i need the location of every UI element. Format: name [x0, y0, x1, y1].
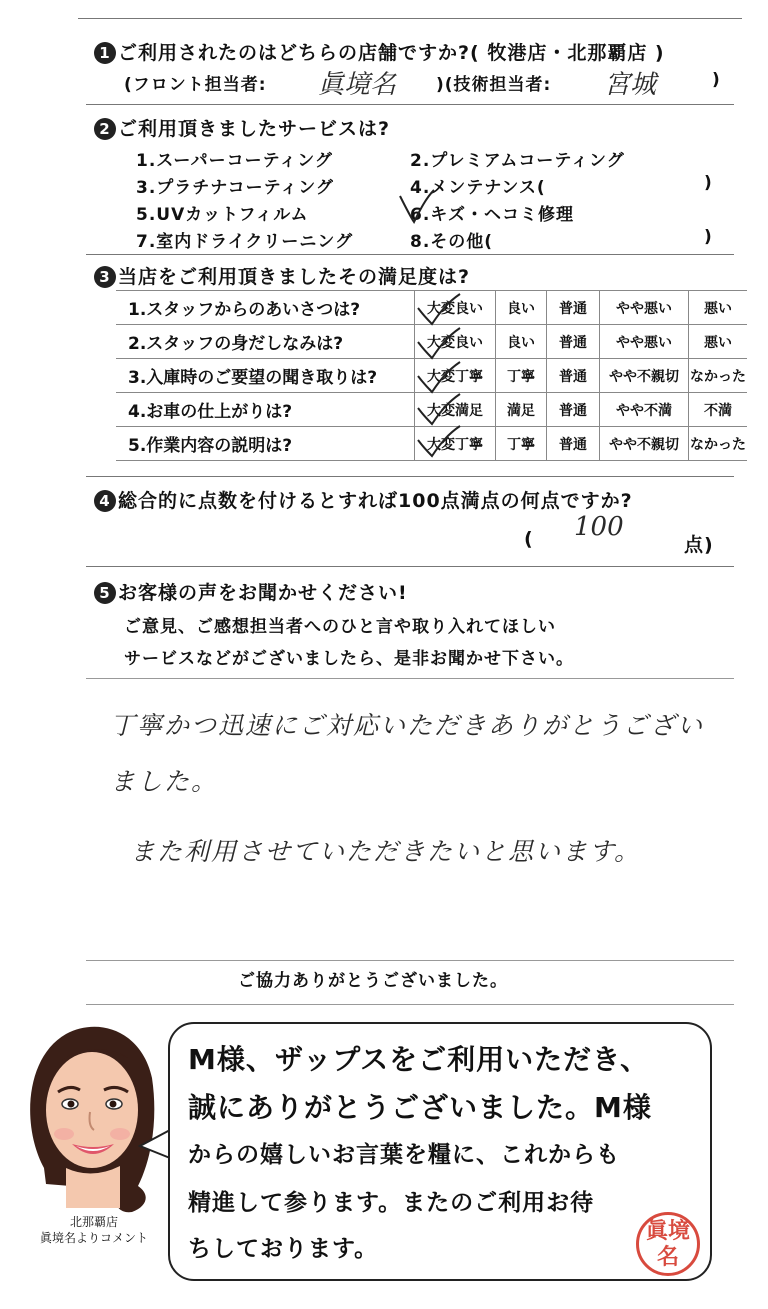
q1-title: ご利用されたのはどちらの店舗ですか?( 牧港店・北那覇店 ) — [118, 42, 665, 64]
q4-number-badge: 4 — [94, 490, 116, 512]
q3-heading — [94, 262, 470, 289]
name-seal-stamp: 眞境名 — [636, 1212, 700, 1276]
reply-line-3: からの嬉しいお言葉を糧に、これからも — [188, 1142, 620, 1168]
q5-rule — [86, 678, 734, 679]
q1-number-badge: 1 — [94, 42, 116, 64]
q1-front-value: 眞境名 — [318, 70, 397, 100]
q1-tech-label: )(技術担当者: — [436, 75, 552, 95]
service-1: 1.スーパーコーティング — [136, 151, 333, 171]
option-cell: 不満 — [689, 393, 748, 427]
staff-comment-label: 眞境名よりコメント — [39, 1231, 148, 1245]
q1-tech-value: 宮城 — [604, 70, 657, 100]
option-cell: 悪い — [689, 325, 748, 359]
service-2: 2.プレミアムコーティング — [410, 151, 625, 171]
thanks-bottom-rule — [86, 1004, 734, 1005]
option-cell: 大変丁寧 — [415, 427, 496, 461]
top-rule — [78, 18, 742, 19]
option-cell: なかった — [689, 427, 748, 461]
service-8: 8.その他( — [410, 232, 494, 252]
row-label: 4.お車の仕上がりは? — [116, 393, 415, 427]
q2-number-badge: 2 — [94, 118, 116, 140]
q4-rule — [86, 566, 734, 567]
option-cell: やや不満 — [600, 393, 689, 427]
staff-avatar — [16, 1018, 166, 1214]
service-8-close: ) — [704, 227, 713, 247]
reply-line-4: 精進して参ります。またのご利用お待 — [188, 1190, 595, 1216]
q5-heading — [94, 578, 408, 605]
option-cell: 大変丁寧 — [415, 359, 496, 393]
q2-title: ご利用頂きましたサービスは? — [118, 118, 391, 140]
row-label: 2.スタッフの身だしなみは? — [116, 325, 415, 359]
q4-unit: 点) — [684, 534, 714, 556]
row-label: 3.入庫時のご要望の聞き取りは? — [116, 359, 415, 393]
customer-comment-2: また利用させていただきたいと思います。 — [130, 837, 642, 866]
option-cell: やや不親切 — [600, 427, 689, 461]
option-cell: 大変満足 — [415, 393, 496, 427]
option-cell: 悪い — [689, 291, 748, 325]
speech-bubble-tail — [138, 1128, 172, 1162]
option-cell: やや悪い — [600, 291, 689, 325]
service-5: 5.UVカットフィルム — [136, 205, 309, 225]
staff-caption — [26, 1214, 162, 1246]
satisfaction-check-marks — [410, 290, 470, 460]
q3-title: 当店をご利用頂きましたその満足度は? — [118, 266, 471, 288]
reply-line-2: 誠にありがとうございました。M様 — [188, 1091, 652, 1124]
service-4: 4.メンテナンス( — [410, 178, 546, 198]
q2-heading — [94, 114, 390, 141]
option-cell: 普通 — [547, 325, 600, 359]
option-cell: やや悪い — [600, 325, 689, 359]
customer-comment-1: 丁寧かつ迅速にご対応いただきありがとうございました。 — [110, 711, 705, 796]
service-7: 7.室内ドライクリーニング — [136, 232, 354, 252]
q1-front-label: (フロント担当者: — [124, 75, 267, 95]
q2-rule — [86, 254, 734, 255]
reply-line-1: M様、ザップスをご利用いただき、 — [188, 1043, 650, 1076]
option-cell: 普通 — [547, 291, 600, 325]
option-cell: 普通 — [547, 359, 600, 393]
q3-rule — [86, 476, 734, 477]
q4-heading — [94, 486, 633, 513]
option-cell: 良い — [496, 325, 547, 359]
option-cell: 普通 — [547, 427, 600, 461]
row-label: 5.作業内容の説明は? — [116, 427, 415, 461]
q1-close: ) — [712, 70, 721, 90]
service-3: 3.プラチナコーティング — [136, 178, 334, 198]
option-cell: 丁寧 — [496, 427, 547, 461]
service-4-close: ) — [704, 173, 713, 193]
option-cell: やや不親切 — [600, 359, 689, 393]
staff-reply-bubble — [168, 1022, 712, 1281]
q1-heading — [94, 38, 665, 65]
q3-number-badge: 3 — [94, 266, 116, 288]
row-label: 1.スタッフからのあいさつは? — [116, 291, 415, 325]
service-6: 6.キズ・ヘコミ修理 — [410, 205, 574, 225]
q1-rule — [86, 104, 734, 105]
q4-score: 100 — [574, 512, 624, 542]
q5-title: お客様の声をお聞かせください! — [118, 582, 408, 604]
option-cell: 大変良い — [415, 291, 496, 325]
thanks-message: ご協力ありがとうございました。 — [238, 971, 508, 991]
q4-title: 総合的に点数を付けるとすれば100点満点の何点ですか? — [118, 490, 633, 512]
option-cell: 満足 — [496, 393, 547, 427]
q5-line2: サービスなどがございましたら、是非お聞かせ下さい。 — [124, 649, 574, 669]
staff-store: 北那覇店 — [69, 1215, 118, 1229]
option-cell: 丁寧 — [496, 359, 547, 393]
thanks-rule — [86, 960, 734, 961]
q5-number-badge: 5 — [94, 582, 116, 604]
q5-line1: ご意見、ご感想担当者へのひと言や取り入れてほしい — [124, 617, 556, 637]
option-cell: 大変良い — [415, 325, 496, 359]
reply-line-5: ちしております。 — [188, 1236, 379, 1262]
option-cell: なかった — [689, 359, 748, 393]
option-cell: 普通 — [547, 393, 600, 427]
q4-open-paren: ( — [524, 528, 534, 550]
service-6-check-mark — [396, 186, 436, 230]
option-cell: 良い — [496, 291, 547, 325]
